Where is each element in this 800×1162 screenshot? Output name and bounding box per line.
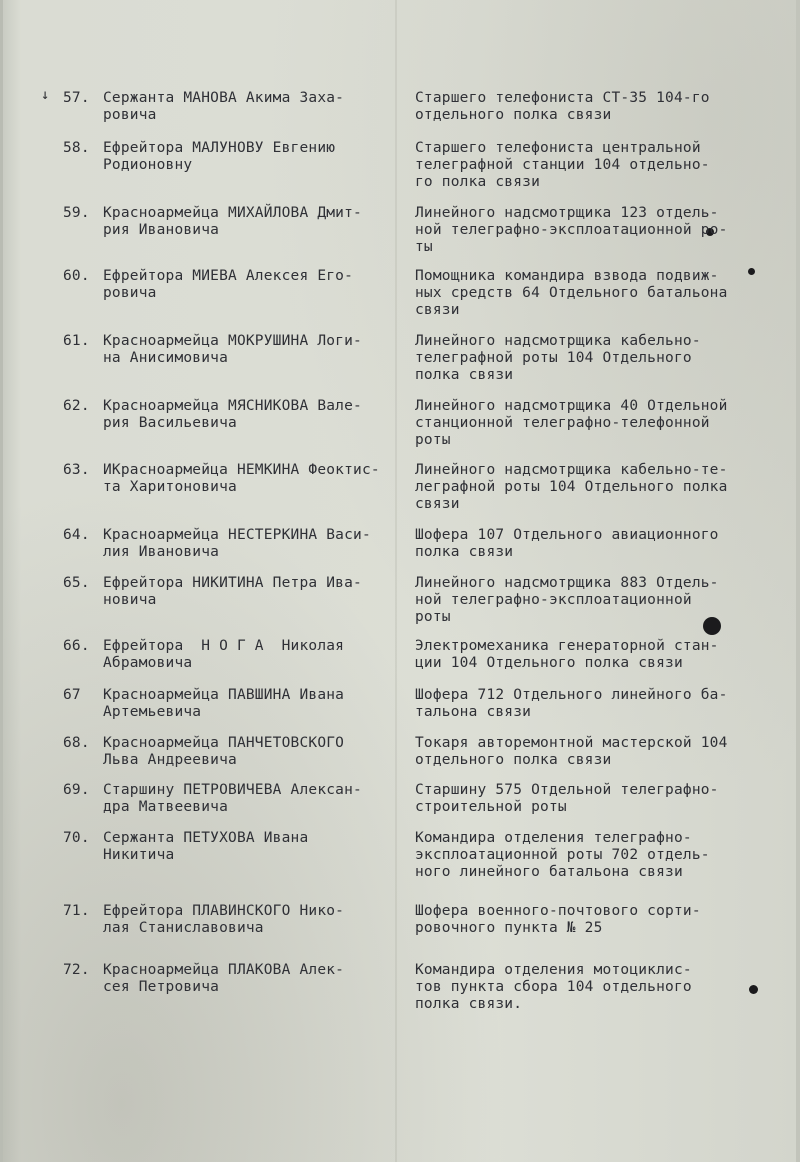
entry-person: Красноармейца ПАВШИНА Ивана Артемьевича <box>103 687 345 720</box>
entry-person: Красноармейца МОКРУШИНА Логи- на Анисимовича <box>103 333 362 366</box>
entry-assignment: Линейного надсмотрщика кабельно-те- леграфной роты 104 Отдельного полка связи <box>415 462 728 512</box>
entry-assignment: Шофера 107 Отдельного авиационного полка связи <box>415 527 719 560</box>
entry-person: Красноармейца МЯСНИКОВА Вале- рия Васильевича <box>103 398 362 431</box>
entry-assignment: Линейного надсмотрщика кабельно- телеграфной роты 104 Отдельного полка связи <box>415 333 701 383</box>
entry-person: Ефрейтора НИКИТИНА Петра Ива- новича <box>103 575 362 608</box>
entry-person: Красноармейца НЕСТЕРКИНА Васи- лия Ивановича <box>103 527 371 560</box>
entry-assignment: Шофера военного-почтового сорти- ровочного пункта № 25 <box>415 903 701 936</box>
check-mark-icon: ↓ <box>41 87 50 103</box>
entry-person: Старшину ПЕТРОВИЧЕВА Алексан- дра Матвеевича <box>103 782 362 815</box>
entry-number: 59. <box>63 205 90 221</box>
entry-number: 68. <box>63 735 90 751</box>
entry-assignment: Старшего телефониста СТ-35 104-го отдельного полка связи <box>415 90 710 123</box>
entry-number: 66. <box>63 638 90 654</box>
entry-person: Красноармейца МИХАЙЛОВА Дмит- рия Ивановича <box>103 205 362 238</box>
entry-number: 58. <box>63 140 90 156</box>
entry-number: 70. <box>63 830 90 846</box>
entry-number: 57. <box>63 90 90 106</box>
entry-number: 67 <box>63 687 81 703</box>
page-fold <box>395 0 397 1162</box>
entry-number: 65. <box>63 575 90 591</box>
entry-person: Ефрейтора МИЕВА Алексея Его- ровича <box>103 268 354 301</box>
entry-assignment: Линейного надсмотрщика 123 отдель- ной телеграфно-эксплоатационной ро- ты <box>415 205 728 255</box>
entry-assignment: Линейного надсмотрщика 883 Отдель- ной телеграфно-эксплоатационной роты <box>415 575 719 625</box>
entry-number: 60. <box>63 268 90 284</box>
entry-person: Ефрейтора Н О Г А Николая Абрамовича <box>103 638 345 671</box>
entry-number: 64. <box>63 527 90 543</box>
entry-number: 71. <box>63 903 90 919</box>
entry-number: 69. <box>63 782 90 798</box>
entry-person: Красноармейца ПАНЧЕТОВСКОГО Льва Андреевича <box>103 735 345 768</box>
entry-assignment: Старшину 575 Отдельной телеграфно- строительной роты <box>415 782 719 815</box>
entry-number: 72. <box>63 962 90 978</box>
entry-number: 63. <box>63 462 90 478</box>
entry-assignment: Линейного надсмотрщика 40 Отдельной станционной телеграфно-телефонной роты <box>415 398 728 448</box>
entry-assignment: Командира отделения мотоциклис- тов пункта сбора 104 отдельного полка связи. <box>415 962 692 1012</box>
entry-assignment: Командира отделения телеграфно- эксплоатационной роты 702 отдель- ного линейного батальона связи <box>415 830 710 880</box>
entry-person: Ефрейтора ПЛАВИНСКОГО Нико- лая Станиславовича <box>103 903 345 936</box>
entry-number: 62. <box>63 398 90 414</box>
entry-person: Сержанта МАНОВА Акима Заха- ровича <box>103 90 345 123</box>
entry-assignment: Помощника командира взвода подвиж- ных средств 64 Отдельного батальона связи <box>415 268 728 318</box>
entry-person: Сержанта ПЕТУХОВА Ивана Никитича <box>103 830 309 863</box>
entry-person: Красноармейца ПЛАКОВА Алек- сея Петровича <box>103 962 345 995</box>
entry-assignment: Старшего телефониста центральной телеграфной станции 104 отдельно- го полка связи <box>415 140 710 190</box>
entry-person: Ефрейтора МАЛУНОВУ Евгению Родионовну <box>103 140 336 173</box>
entry-assignment: Электромеханика генераторной стан- ции 104 Отдельного полка связи <box>415 638 719 671</box>
entry-assignment: Шофера 712 Отдельного линейного ба- тальона связи <box>415 687 728 720</box>
entry-number: 61. <box>63 333 90 349</box>
entry-person: ИКрасноармейца НЕМКИНА Феоктис- та Харитоновича <box>103 462 380 495</box>
entry-assignment: Токаря авторемонтной мастерской 104 отдельного полка связи <box>415 735 728 768</box>
